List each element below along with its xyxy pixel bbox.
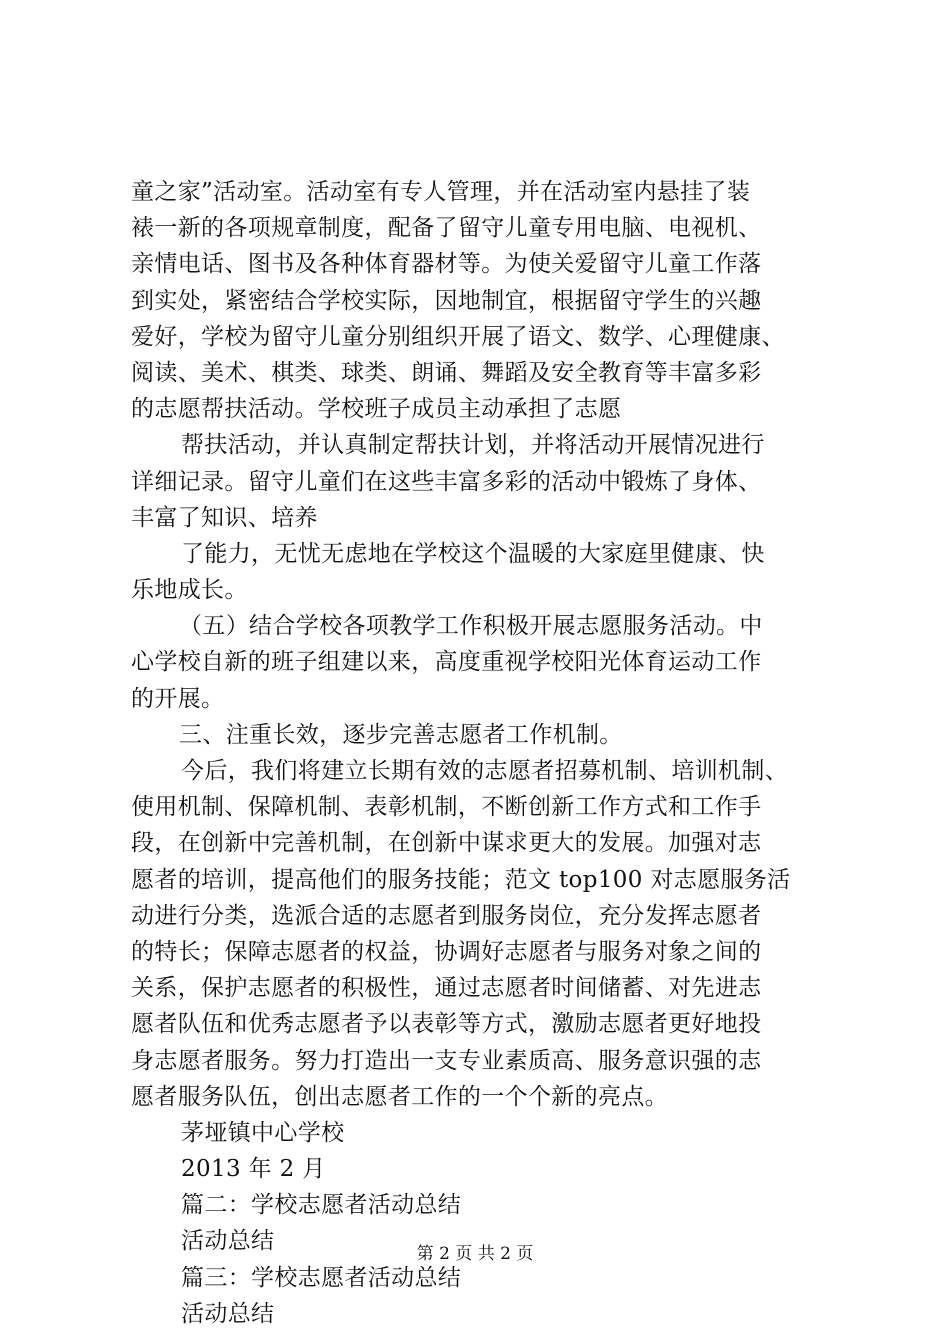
text-line: （五）结合学校各项教学工作积极开展志愿服务活动。中 (179, 613, 763, 640)
text-line: 身志愿者服务。努力打造出一支专业素质高、服务意识强的志 (131, 1047, 762, 1074)
text-line: 段，在创新中完善机制，在创新中谋求更大的发展。加强对志 (131, 830, 762, 857)
document-body (131, 174, 851, 1332)
text-line: 帮扶活动，并认真制定帮扶计划，并将活动开展情况进行 (181, 432, 765, 459)
page-footer: 第 2 页 共 2 页 (416, 1244, 534, 1264)
text-line: 动进行分类，选派合适的志愿者到服务岗位，充分发挥志愿者 (131, 902, 762, 929)
text-line: 乐地成长。 (131, 577, 248, 604)
text-line: 心学校自新的班子组建以来，高度重视学校阳光体育运动工作 (131, 649, 762, 676)
text-line: 到实处，紧密结合学校实际，因地制宜，根据留守学生的兴趣 (131, 287, 762, 314)
text-line: 的开展。 (131, 685, 225, 712)
text-line: 关系，保护志愿者的积极性，通过志愿者时间储蓄、对先进志 (131, 975, 762, 1002)
text-line: 的志愿帮扶活动。学校班子成员主动承担了志愿 (131, 396, 622, 423)
section-heading: 篇二：学校志愿者活动总结 (181, 1192, 462, 1219)
text-line: 详细记录。留守儿童们在这些丰富多彩的活动中锻炼了身体、 (131, 468, 762, 495)
text-line: 使用机制、保障机制、表彰机制，不断创新工作方式和工作手 (131, 794, 762, 821)
text-line: 童之家”活动室。活动室有专人管理，并在活动室内悬挂了装 (131, 179, 751, 205)
text-line: 愿者的培训，提高他们的服务技能；范文 top100 对志愿服务活 (131, 866, 791, 893)
section-subheading: 活动总结 (181, 1300, 275, 1327)
text-line: 的特长；保障志愿者的权益，协调好志愿者与服务对象之间的 (131, 938, 762, 965)
text-line: 裱一新的各项规章制度，配备了留守儿童专用电脑、电视机、 (131, 215, 762, 242)
signature-line: 茅垭镇中心学校 (181, 1119, 345, 1146)
section-subheading: 活动总结 (181, 1228, 275, 1255)
section-heading: 篇三：学校志愿者活动总结 (181, 1264, 462, 1291)
text-line: 愿者队伍和优秀志愿者予以表彰等方式，激励志愿者更好地投 (131, 1011, 762, 1038)
text-line: 三、注重长效，逐步完善志愿者工作机制。 (179, 721, 623, 748)
text-line: 今后，我们将建立长期有效的志愿者招募机制、培训机制、 (181, 758, 789, 784)
text-line: 丰富了知识、培养 (131, 504, 318, 531)
text-line: 阅读、美术、棋类、球类、朗诵、舞蹈及安全教育等丰富多彩 (131, 359, 762, 386)
text-line: 爱好，学校为留守儿童分别组织开展了语文、数学、心理健康、 (131, 323, 785, 350)
text-line: 了能力，无忧无虑地在学校这个温暖的大家庭里健康、快 (181, 540, 765, 567)
text-line: 亲情电话、图书及各种体育器材等。为使关爱留守儿童工作落 (131, 251, 762, 278)
text-line: 愿者服务队伍，创出志愿者工作的一个个新的亮点。 (131, 1083, 669, 1110)
date-line: 2013 年 2 月 (181, 1156, 326, 1183)
